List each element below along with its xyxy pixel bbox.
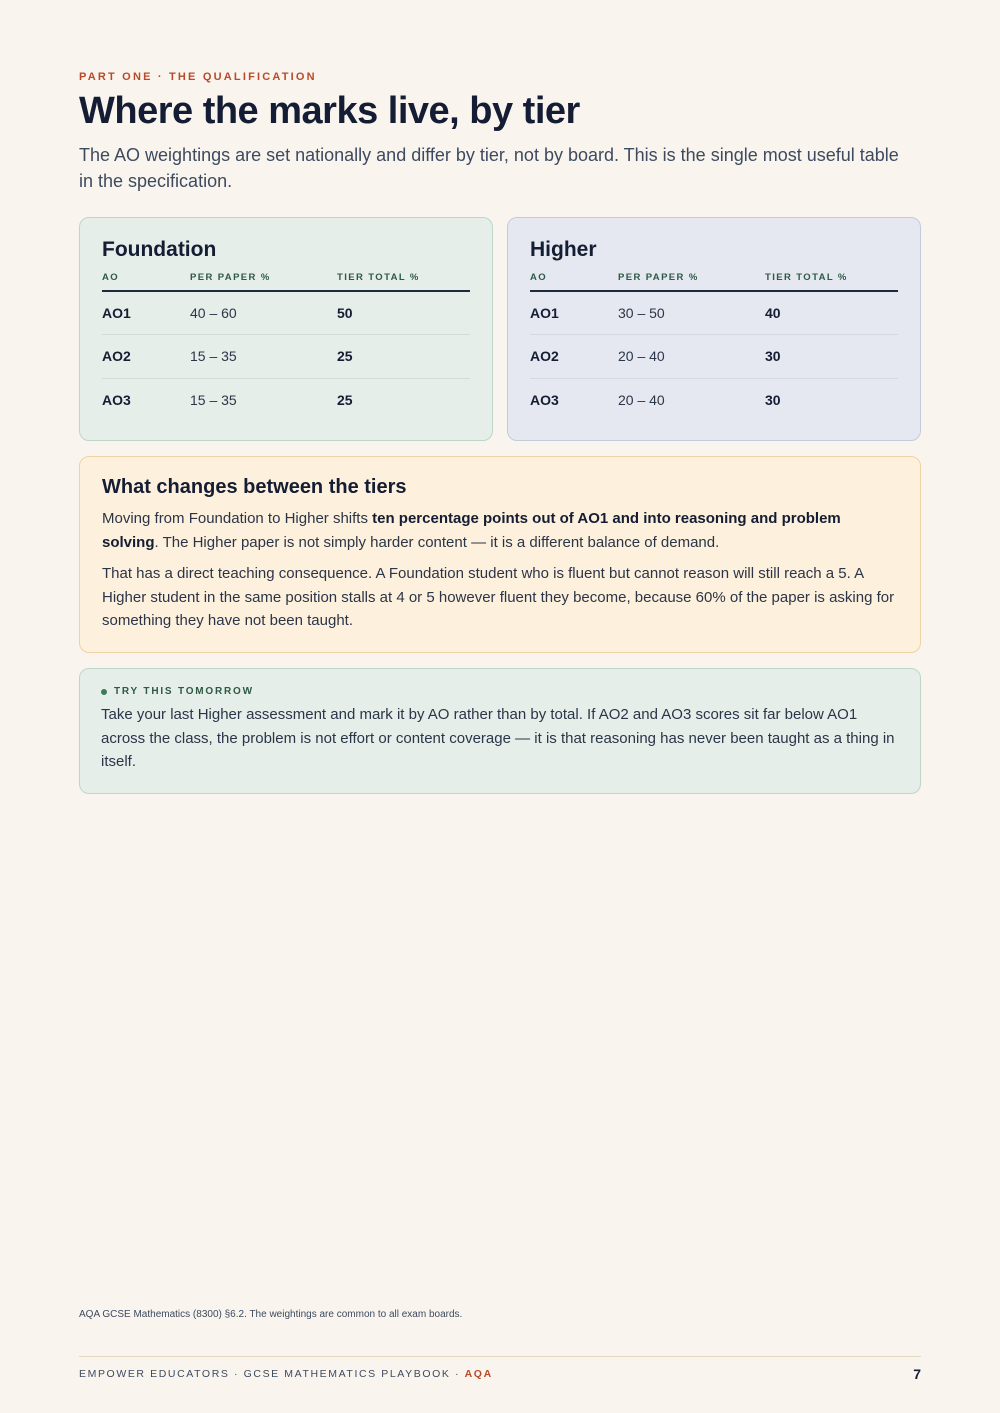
page-subtitle: The AO weightings are set nationally and differ by tier, not by board. This is the single most useful table in the specification. <box>79 145 899 191</box>
tier-changes-callout <box>79 456 921 653</box>
higher-tier-title: Higher <box>530 238 597 261</box>
foundation-weightings-table <box>102 272 470 422</box>
footer-running-title <box>79 1368 493 1380</box>
table-header-row <box>530 272 898 291</box>
table-row <box>530 291 898 335</box>
callout-paragraph: That has a direct teaching consequence. A Foundation student who is fluent but cannot reason will still reach a 5. A Higher student in the same position stalls at 4 or 5 however fluent they become, because 60% of the paper is asking for something they have not been taught. <box>102 565 895 629</box>
tip-label-row <box>101 686 899 697</box>
tier-total-cell: 25 <box>337 392 353 408</box>
callout-text: . The Higher paper is not simply harder content — it is a different balance of demand. <box>154 533 720 551</box>
ao-cell: AO1 <box>102 291 190 335</box>
tier-total-cell: 50 <box>337 291 470 335</box>
per-paper-cell: 40 – 60 <box>190 291 337 335</box>
column-header-per-paper: PER PAPER % <box>618 272 765 291</box>
bullet-dot-icon <box>101 689 107 695</box>
table-row <box>530 335 898 379</box>
table-row <box>102 378 470 422</box>
foundation-tier-card <box>79 217 493 441</box>
section-eyebrow: PART ONE · THE QUALIFICATION <box>79 71 317 83</box>
page-footer <box>79 1366 921 1382</box>
ao-cell: AO1 <box>530 291 618 335</box>
ao-cell: AO2 <box>102 335 190 379</box>
higher-tier-card <box>507 217 921 441</box>
per-paper-cell: 20 – 40 <box>618 392 665 408</box>
column-header-tier-total: TIER TOTAL % <box>337 272 470 291</box>
tip-label: TRY THIS TOMORROW <box>114 686 254 697</box>
ao-cell: AO2 <box>530 335 618 379</box>
per-paper-cell: 30 – 50 <box>618 291 765 335</box>
tip-body: Take your last Higher assessment and mark it by AO rather than by total. If AO2 and AO3 scores sit far below AO1 across the class, the problem is not effort or content coverage — it is that reasoning has never been taught as a thing in itself. <box>101 706 895 770</box>
table-row <box>102 291 470 335</box>
tier-total-cell: 30 <box>765 392 781 408</box>
tier-total-cell: 25 <box>337 335 470 379</box>
callout-heading: What changes between the tiers <box>102 476 407 498</box>
column-header-tier-total: TIER TOTAL % <box>765 272 898 291</box>
table-row <box>102 335 470 379</box>
foundation-tier-title: Foundation <box>102 238 217 261</box>
page-title: Where the marks live, by tier <box>79 90 580 132</box>
footer-board-name: AQA <box>464 1368 493 1380</box>
try-this-tomorrow-box <box>79 668 921 794</box>
higher-weightings-table <box>530 272 898 422</box>
ao-cell: AO3 <box>530 392 559 408</box>
tier-total-cell: 30 <box>765 335 898 379</box>
footer-divider <box>79 1356 921 1357</box>
ao-cell: AO3 <box>102 392 131 408</box>
column-header-ao: AO <box>530 272 618 291</box>
tier-total-cell: 40 <box>765 291 898 335</box>
callout-paragraph <box>102 507 898 554</box>
footer-text: EMPOWER EDUCATORS · GCSE MATHEMATICS PLAYBOOK · <box>79 1368 465 1380</box>
column-header-ao: AO <box>102 272 190 291</box>
table-row <box>530 378 898 422</box>
page-number: 7 <box>913 1366 921 1382</box>
page <box>79 0 921 1413</box>
callout-text: Moving from Foundation to Higher shifts <box>102 510 373 527</box>
callout-emphasis: ten percentage points out of AO1 and into reasoning and problem solving <box>102 510 841 551</box>
table-header-row <box>102 272 470 291</box>
column-header-per-paper: PER PAPER % <box>190 272 337 291</box>
source-footnote: AQA GCSE Mathematics (8300) §6.2. The weightings are common to all exam boards. <box>79 1309 463 1320</box>
per-paper-cell: 15 – 35 <box>190 392 237 408</box>
per-paper-cell: 20 – 40 <box>618 335 765 379</box>
per-paper-cell: 15 – 35 <box>190 335 337 379</box>
